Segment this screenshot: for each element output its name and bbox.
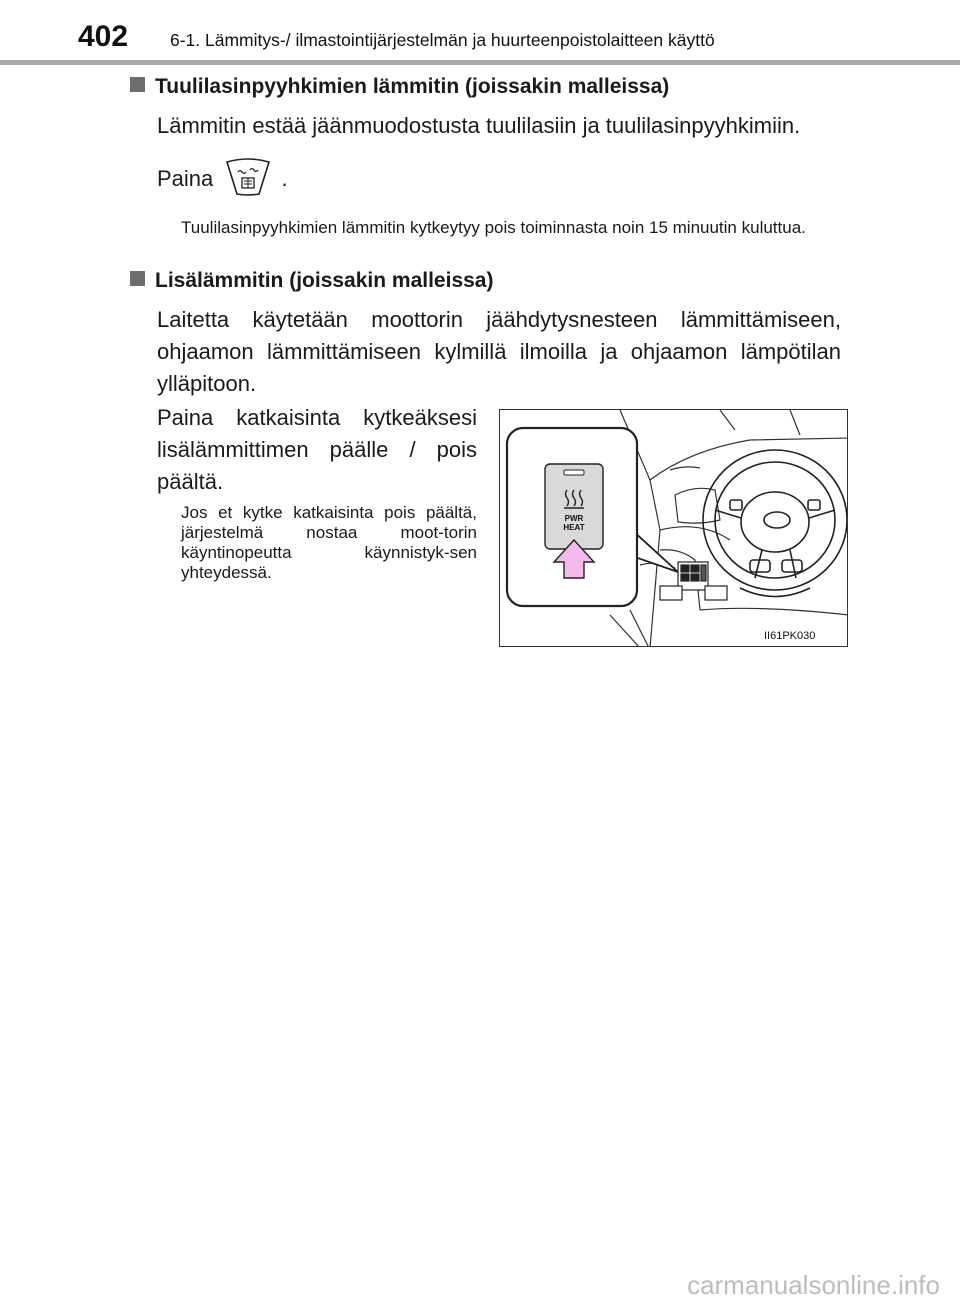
section-heading-aux-heater [130,269,493,293]
heading-text: Lisälämmitin (joissakin malleissa) [155,269,494,292]
figure-pwr-heat-switch [499,409,848,647]
paragraph-aux-heater: Laitetta käytetään moottorin jäähdytysnesteen lämmittämiseen, ohjaamon lämmittämiseen kylmillä ilmoilla ja ohjaamon lämpötilan ylläpitoon. [157,307,841,396]
header-rule [0,60,960,65]
windshield-wiper-deicer-icon [225,158,271,207]
figure-code: II61PK030 [764,630,816,642]
button-text-pwr: PWR [564,514,584,523]
button-text-heat: HEAT [563,523,585,532]
dashboard-illustration [500,410,848,647]
instruction-aux-heater: Paina katkaisinta kytkeäksesi lisälämmittimen päälle / pois päältä. [157,405,477,494]
bullet-square-icon [130,77,145,92]
page-number: 402 [78,20,129,53]
watermark: carmanualsonline.info [687,1270,940,1300]
note-aux-heater: Jos et kytke katkaisinta pois päältä, järjestelmä nostaa moot-torin käyntinopeutta käynnistyk-sen yhteydessä. [181,503,477,582]
steering-wheel [703,450,847,597]
note-wiper-deicer: Tuulilasinpyyhkimien lämmitin kytkeytyy pois toiminnasta noin 15 minuutin kuluttua. [181,218,806,237]
bullet-square-icon [130,271,145,286]
pwr-heat-button [545,464,603,549]
press-prefix: Paina [157,166,214,191]
running-head: 6-1. Lämmitys-/ ilmastointijärjestelmän ja huurteenpoistolaitteen käyttö [170,30,715,50]
press-suffix: . [281,166,288,191]
callout-pointer [632,530,678,572]
section-heading-wiper-deicer [130,75,669,99]
paragraph-wiper-deicer: Lämmitin estää jäänmuodostusta tuulilasiin ja tuulilasinpyyhkimiin. [157,113,801,138]
heading-text: Tuulilasinpyyhkimien lämmitin (joissakin malleissa) [155,75,670,98]
press-instruction [157,158,557,207]
